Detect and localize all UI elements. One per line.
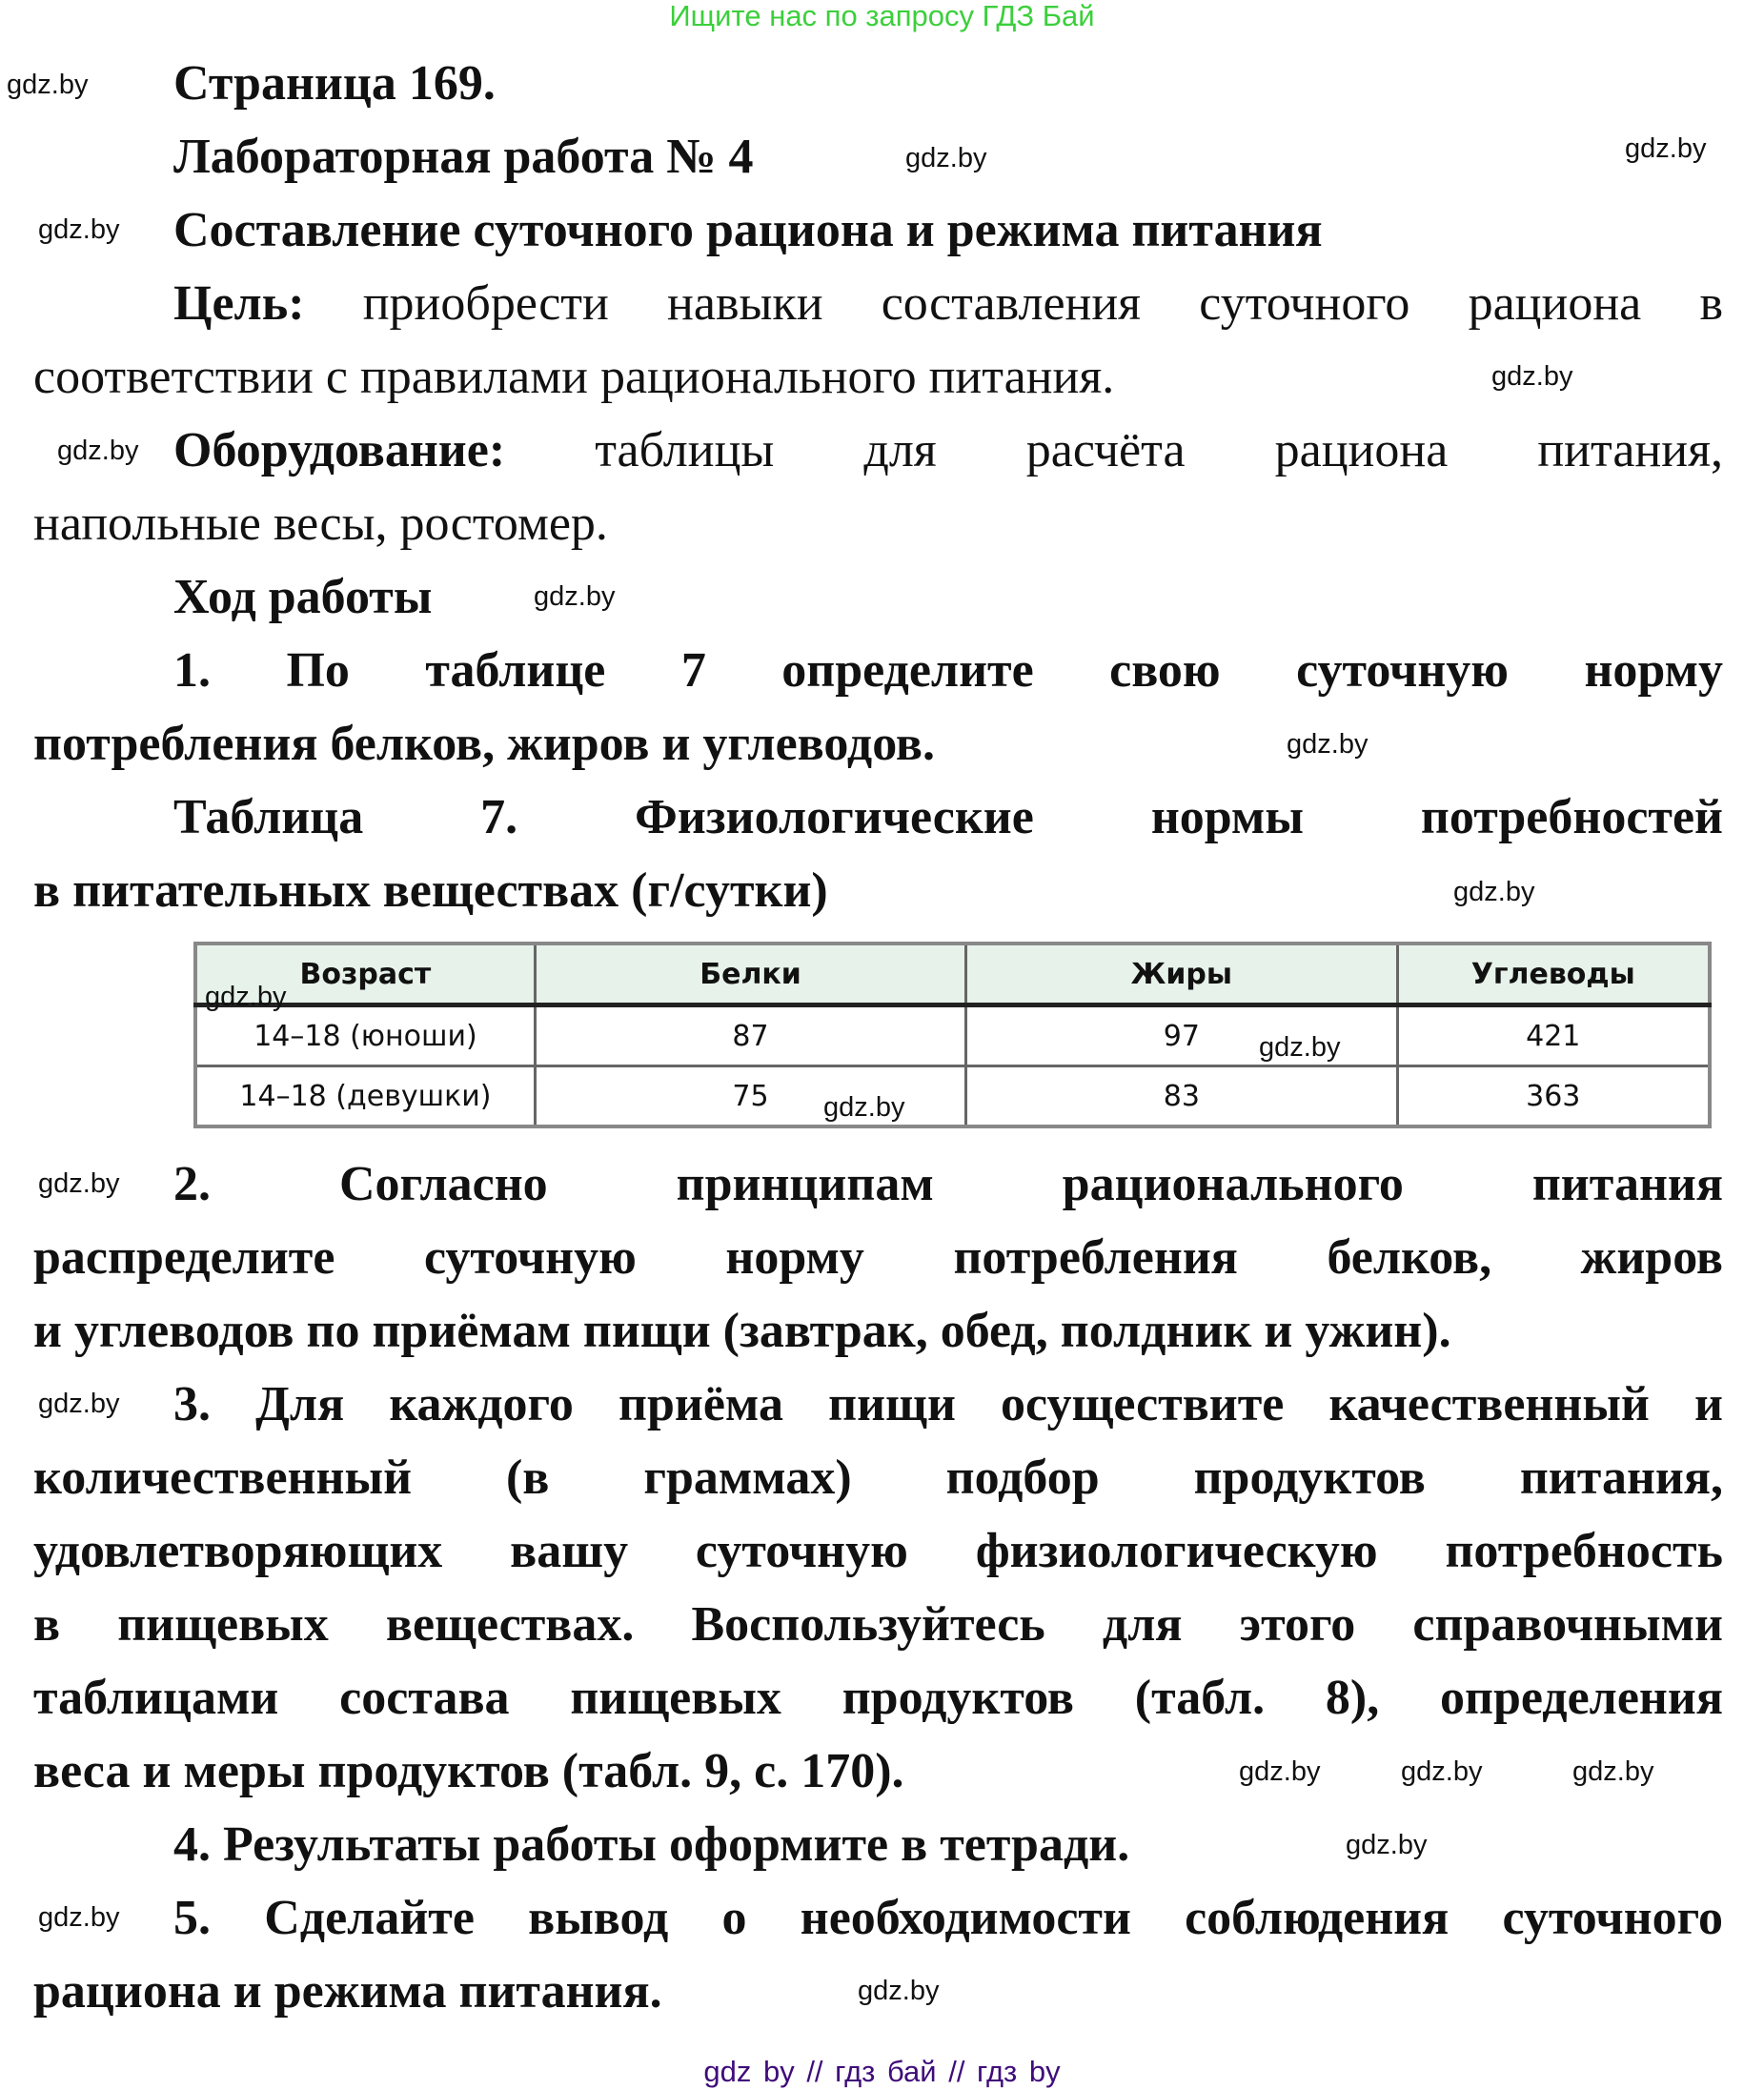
cell-carbs: 421 [1397, 1005, 1710, 1066]
header-proteins: Белки [535, 944, 965, 1005]
step-3-line: веса и меры продуктов (табл. 9, с. 170). [33, 1744, 904, 1798]
watermark: gdz.by [7, 70, 89, 100]
table-row [195, 1066, 1710, 1127]
equipment-line: напольные весы, ростомер. [33, 497, 608, 551]
equipment-text: таблицы для расчёта рациона питания, [505, 423, 1723, 477]
bottom-banner: gdz by // гдз бай // гдз by [703, 2055, 1061, 2088]
equipment-label: Оборудование: [173, 423, 506, 477]
goal-line [33, 267, 1723, 340]
cell-fats: 97 [966, 1005, 1397, 1066]
cell-age: 14–18 (юноши) [195, 1005, 535, 1066]
step-4-line: 4. Результаты работы оформите в тетради. [173, 1817, 1130, 1872]
step-3-line: 3. Для каждого приёма пищи осуществите качественный и [173, 1377, 1723, 1431]
cell-proteins: 75 [535, 1066, 965, 1127]
step-3-line: удовлетворяющих вашу суточную физиологическую потребность [33, 1524, 1723, 1578]
lab-title: Лабораторная работа № 4 [173, 130, 754, 184]
watermark: gdz.by [1401, 1756, 1483, 1787]
watermark: gdz.by [1287, 729, 1369, 760]
cell-carbs: 363 [1397, 1066, 1710, 1127]
watermark: gdz.by [534, 581, 616, 612]
cell-fats: 83 [966, 1066, 1397, 1127]
watermark: gdz.by [1259, 1032, 1341, 1063]
progress-heading: Ход работы [173, 570, 433, 624]
goal-text: приобрести навыки составления суточного рациона в [304, 276, 1723, 331]
watermark: gdz.by [1572, 1756, 1654, 1787]
watermark: gdz.by [38, 1389, 120, 1419]
header-carbs: Углеводы [1397, 944, 1710, 1005]
cell-proteins: 87 [535, 1005, 965, 1066]
watermark: gdz.by [38, 1902, 120, 1933]
goal-label: Цель: [173, 276, 305, 331]
top-banner: Ищите нас по запросу ГДЗ Бай [669, 0, 1095, 32]
step-1-line: потребления белков, жиров и углеводов. [33, 717, 935, 771]
watermark: gdz.by [57, 436, 139, 466]
watermark: gdz.by [1491, 361, 1573, 392]
step-3-line: таблицами состава пищевых продуктов (табл. 8), определения [33, 1671, 1723, 1725]
watermark: gdz.by [38, 214, 120, 245]
page-title: Страница 169. [173, 56, 496, 111]
step-5-line: рациона и режима питания. [33, 1964, 662, 2019]
table-caption-line: Таблица 7. Физиологические нормы потребностей [173, 790, 1723, 844]
header-age: Возраст [195, 944, 535, 1005]
equipment-line [33, 414, 1723, 487]
step-2-line: 2. Согласно принципам рационального питания [173, 1157, 1723, 1211]
step-2-line: и углеводов по приёмам пищи (завтрак, обед, полдник и ужин). [33, 1304, 1451, 1358]
watermark: gdz.by [205, 982, 287, 1012]
watermark: gdz.by [1625, 133, 1707, 164]
step-5-line: 5. Сделайте вывод о необходимости соблюдения суточного [173, 1891, 1723, 1945]
watermark: gdz.by [858, 1976, 940, 2006]
cell-age: 14–18 (девушки) [195, 1066, 535, 1127]
watermark: gdz.by [1453, 877, 1535, 907]
watermark: gdz.by [823, 1092, 905, 1123]
lab-topic: Составление суточного рациона и режима питания [173, 203, 1323, 257]
table-header-row [195, 944, 1710, 1005]
watermark: gdz.by [1346, 1830, 1428, 1860]
nutrition-norms-table [193, 942, 1712, 1128]
watermark: gdz.by [38, 1168, 120, 1199]
table-row [195, 1005, 1710, 1066]
header-fats: Жиры [966, 944, 1397, 1005]
table-caption-line: в питательных веществах (г/сутки) [33, 863, 828, 918]
watermark: gdz.by [905, 143, 987, 173]
step-1-line: 1. По таблице 7 определите свою суточную норму [173, 643, 1723, 698]
document-body [33, 47, 1723, 2028]
watermark: gdz.by [1239, 1756, 1321, 1787]
step-3-line: в пищевых веществах. Воспользуйтесь для этого справочными [33, 1597, 1723, 1652]
step-2-line: распределите суточную норму потребления белков, жиров [33, 1230, 1723, 1285]
step-3-line: количественный (в граммах) подбор продуктов питания, [33, 1451, 1723, 1505]
goal-line: соответствии с правилами рационального питания. [33, 350, 1115, 404]
